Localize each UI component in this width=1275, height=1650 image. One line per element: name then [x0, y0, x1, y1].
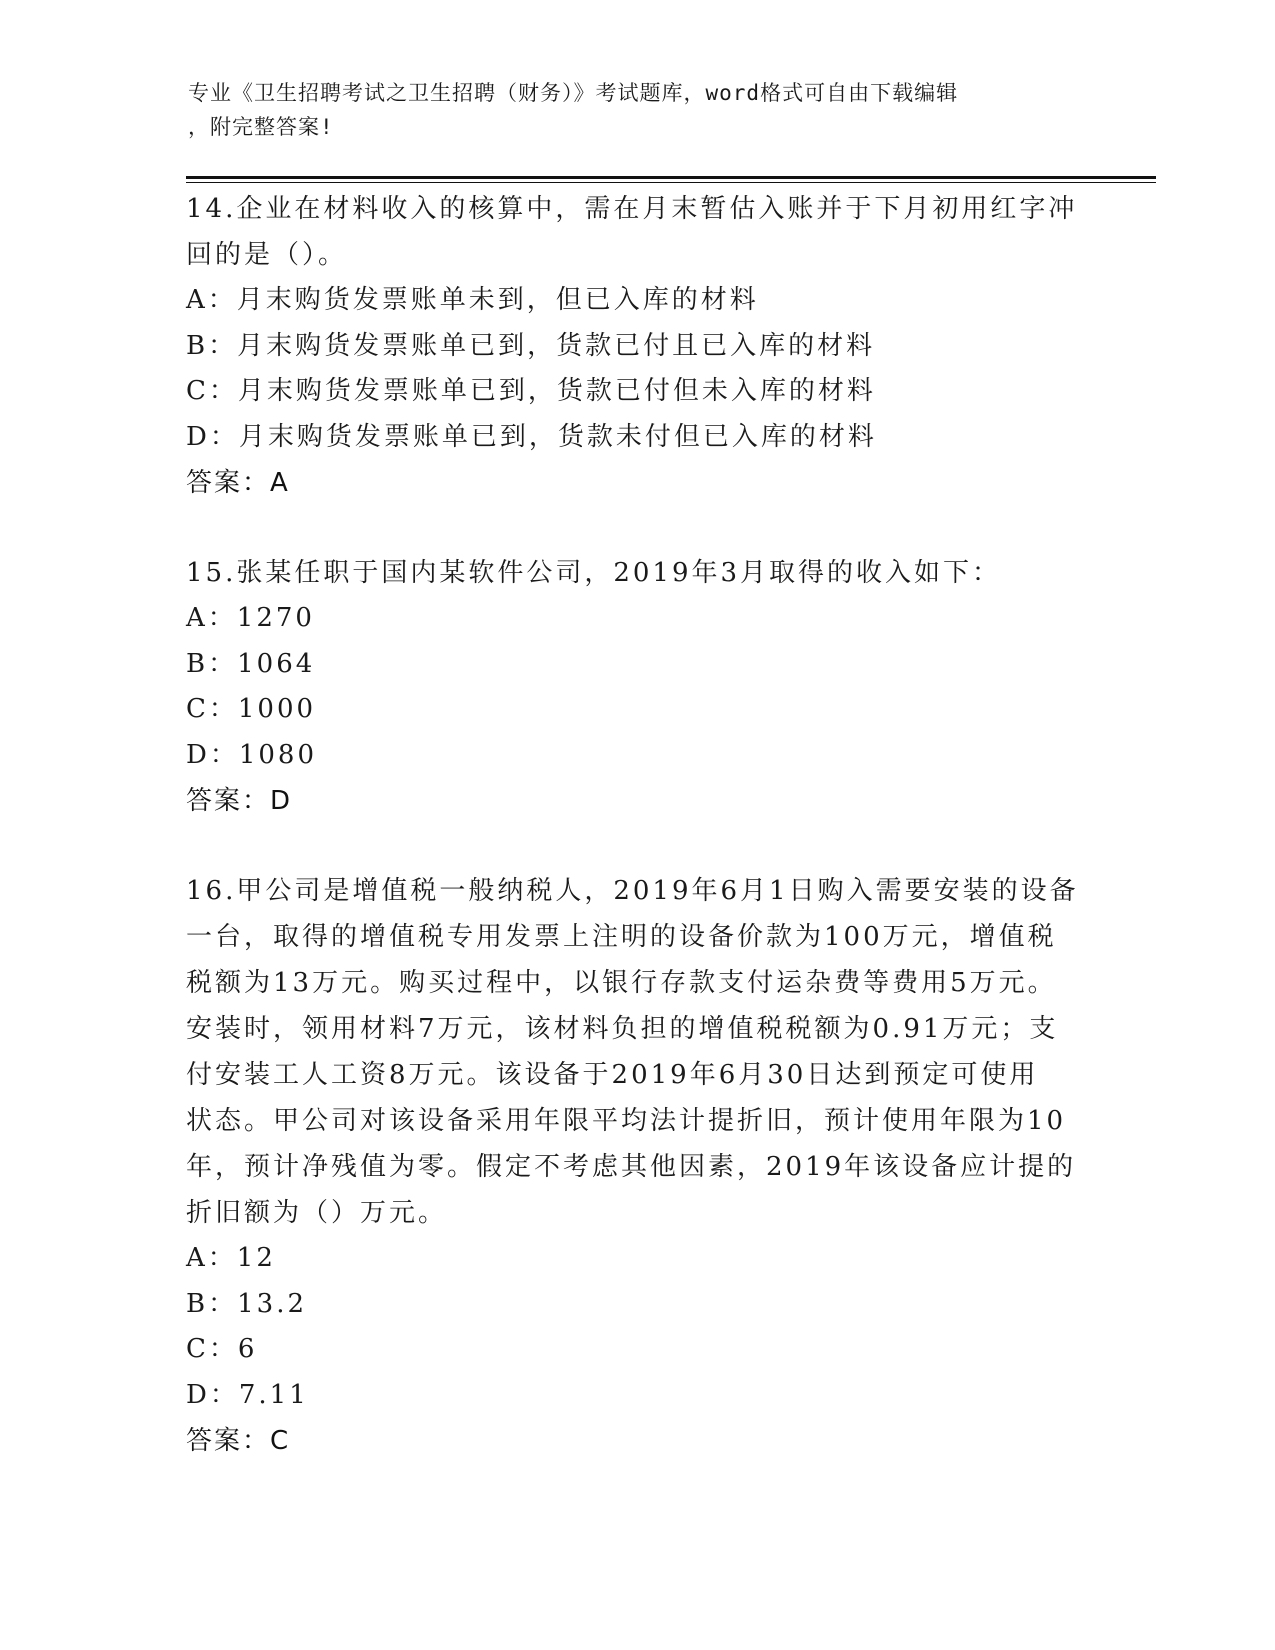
question-stem-line: 16.甲公司是增值税一般纳税人，2019年6月1日购入需要安装的设备 [186, 876, 1079, 906]
option-b: B：月末购货发票账单已到，货款已付且已入库的材料 [186, 330, 876, 361]
answer-line: 答案：D [186, 786, 293, 816]
option-c: C：6 [186, 1334, 258, 1364]
question-stem-line: 安装时，领用材料7万元，该材料负担的增值税税额为0.91万元；支 [186, 1014, 1059, 1044]
option-d: D：1080 [186, 739, 318, 770]
question-stem-line: 年，预计净残值为零。假定不考虑其他因素，2019年该设备应计提的 [186, 1152, 1077, 1182]
question-stem-line: 回的是（）。 [186, 240, 348, 270]
option-a: A：12 [186, 1243, 276, 1273]
option-a: A：1270 [186, 603, 315, 633]
option-c: C：月末购货发票账单已到，货款已付但未入库的材料 [186, 376, 876, 406]
option-d: D：7.11 [186, 1379, 309, 1410]
answer-line: 答案：A [186, 468, 290, 498]
document-header [188, 76, 1068, 144]
question-stem-line: 折旧额为（）万元。 [186, 1198, 448, 1228]
header-line-1: 专业《卫生招聘考试之卫生招聘（财务）》考试题库，word格式可自由下载编辑 [188, 81, 959, 105]
question-stem-line: 14.企业在材料收入的核算中，需在月末暂估入账并于下月初用红字冲 [186, 194, 1078, 224]
question-16 [186, 868, 1086, 1464]
question-stem-line: 一台，取得的增值税专用发票上注明的设备价款为100万元，增值税 [186, 922, 1057, 952]
option-b: B：1064 [186, 648, 316, 679]
option-c: C：1000 [186, 694, 317, 724]
question-stem-line: 税额为13万元。购买过程中，以银行存款支付运杂费等费用5万元。 [186, 968, 1057, 998]
option-a: A：月末购货发票账单未到，但已入库的材料 [186, 285, 759, 315]
question-14 [186, 186, 1086, 506]
question-stem-line: 状态。甲公司对该设备采用年限平均法计提折旧，预计使用年限为10 [186, 1106, 1067, 1136]
option-d: D：月末购货发票账单已到，货款未付但已入库的材料 [186, 421, 877, 452]
header-divider-thin [186, 182, 1156, 183]
question-stem-line: 付安装工人工资8万元。该设备于2019年6月30日达到预定可使用 [186, 1060, 1039, 1090]
option-b: B：13.2 [186, 1288, 307, 1319]
header-divider-thick [186, 176, 1156, 179]
question-stem-line: 15.张某任职于国内某软件公司，2019年3月取得的收入如下： [186, 558, 1002, 588]
header-line-2: ，附完整答案! [188, 115, 334, 139]
answer-line: 答案：C [186, 1426, 291, 1456]
question-15 [186, 550, 1086, 824]
